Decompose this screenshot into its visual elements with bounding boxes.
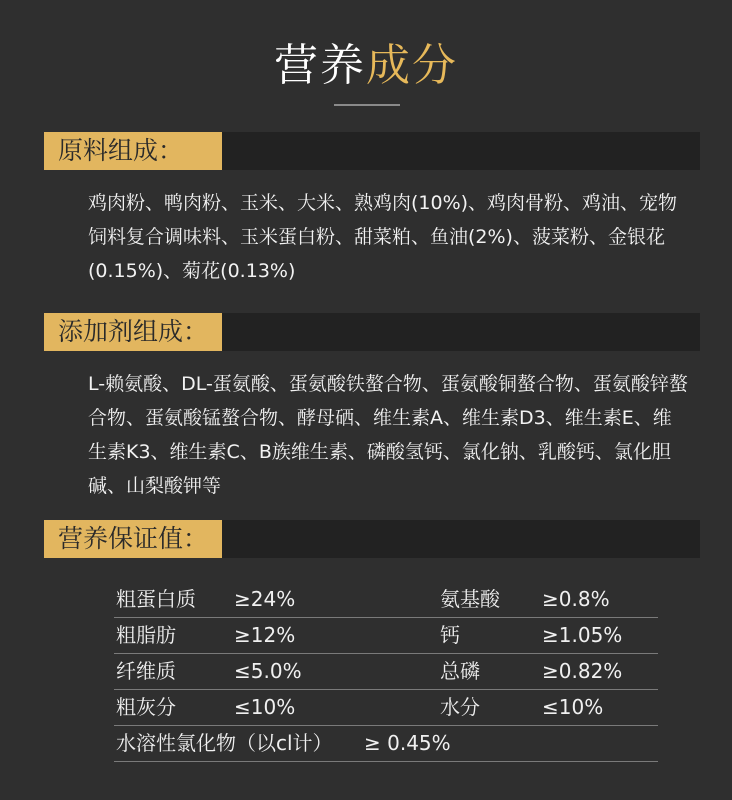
section-label-nutrition: 营养保证值：	[44, 520, 222, 558]
table-row	[114, 690, 658, 726]
title-underline	[334, 104, 400, 106]
additives-text: L-赖氨酸、DL-蛋氨酸、蛋氨酸铁螯合物、蛋氨酸铜螯合物、蛋氨酸锌螯合物、蛋氨酸锰螯合物、酵母硒、维生素A、维生素D3、维生素E、维生素K3、维生素C、B族维生素、磷酸氢钙、氯化钠、乳酸钙、氯化胆碱、山梨酸钾等	[88, 373, 688, 497]
page-title	[0, 38, 732, 94]
table-row	[114, 618, 658, 654]
nutrient-name: 粗灰分	[116, 695, 176, 719]
section-header-additives	[44, 313, 700, 351]
nutrient-value: ≥12%	[234, 623, 296, 647]
section-label-ingredients: 原料组成：	[44, 132, 222, 170]
nutrient-value: ≥24%	[234, 587, 296, 611]
nutrient-name: 水溶性氯化物（以cl计）	[116, 731, 333, 755]
nutrient-name: 粗脂肪	[116, 623, 176, 647]
nutrient-name: 总磷	[440, 659, 480, 683]
nutrient-value: ≥ 0.45%	[364, 731, 451, 755]
nutrient-value: ≥0.8%	[542, 587, 610, 611]
section-header-ingredients	[44, 132, 700, 170]
nutrition-table	[114, 582, 658, 762]
ingredients-text: 鸡肉粉、鸭肉粉、玉米、大米、熟鸡肉(10%)、鸡肉骨粉、鸡油、宠物饲料复合调味料、玉米蛋白粉、甜菜粕、鱼油(2%)、菠菜粉、金银花(0.15%)、菊花(0.13%)	[88, 192, 678, 282]
nutrient-name: 纤维质	[116, 659, 176, 683]
table-row	[114, 726, 658, 762]
nutrient-name: 氨基酸	[440, 587, 500, 611]
title-part-white: 营养	[274, 40, 366, 91]
nutrient-value: ≥0.82%	[542, 659, 623, 683]
nutrient-value: ≤10%	[542, 695, 604, 719]
table-row	[114, 654, 658, 690]
nutrient-value: ≤10%	[234, 695, 296, 719]
title-part-gold: 成分	[366, 40, 458, 91]
nutrient-name: 粗蛋白质	[116, 587, 196, 611]
nutrient-name: 水分	[440, 695, 480, 719]
nutrient-value: ≥1.05%	[542, 623, 623, 647]
section-header-nutrition	[44, 520, 700, 558]
nutrient-name: 钙	[440, 623, 460, 647]
nutrient-value: ≤5.0%	[234, 659, 302, 683]
section-label-additives: 添加剂组成：	[44, 313, 222, 351]
table-row	[114, 582, 658, 618]
